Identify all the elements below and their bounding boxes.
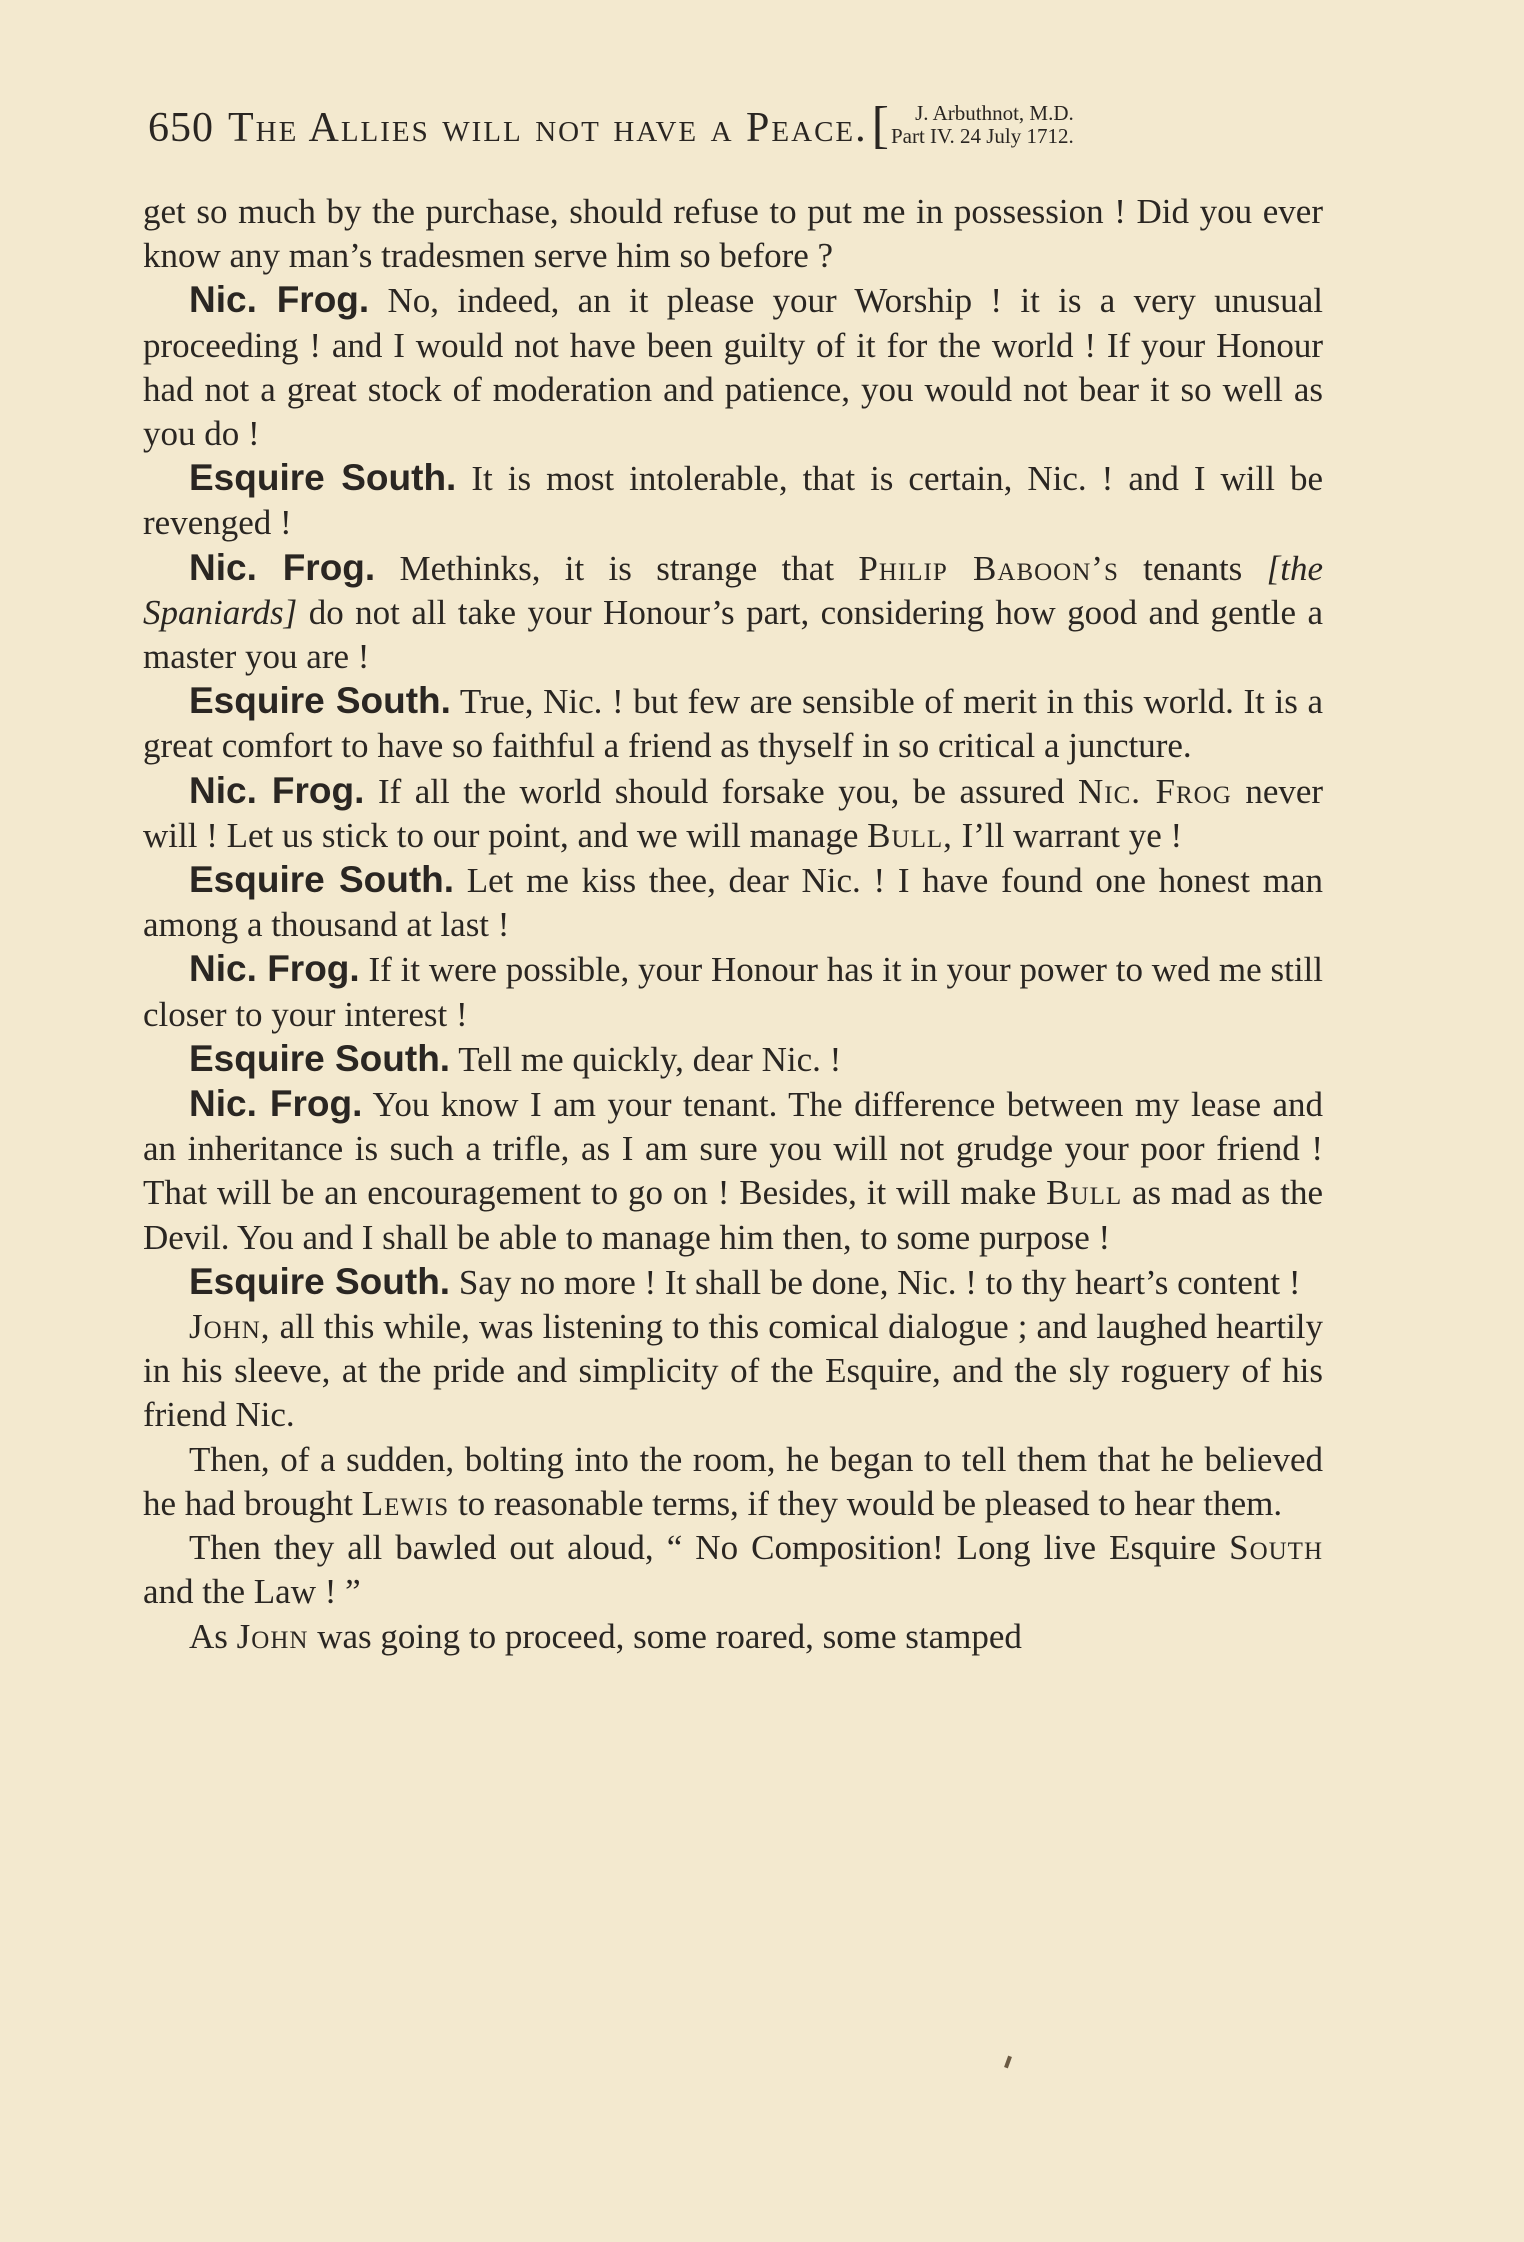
header-part-date: Part IV. 24 July 1712. bbox=[890, 124, 1074, 148]
ink-speck bbox=[1004, 2056, 1012, 2069]
small-caps-name: Bull, bbox=[867, 815, 953, 855]
paragraph-8 bbox=[143, 947, 1323, 1036]
paragraph-text: If it were possible, your Honour has it in your power to wed me still closer to your interest ! bbox=[143, 950, 1323, 1034]
running-title: The Allies will not have a Peace. bbox=[228, 105, 868, 151]
speaker-name: Esquire South. bbox=[189, 680, 451, 722]
paragraph-9 bbox=[143, 1037, 1323, 1082]
speaker-name: Esquire South. bbox=[189, 859, 455, 901]
header-side-note bbox=[891, 102, 1074, 148]
speaker-name: Nic. Frog. bbox=[189, 546, 376, 588]
small-caps-name: Nic. Frog bbox=[1077, 771, 1232, 811]
paragraph-text: It is most intolerable, that is certain, Nic. ! and I will be revenged ! bbox=[143, 459, 1324, 543]
paragraph-14 bbox=[143, 1526, 1323, 1614]
paragraph-6 bbox=[143, 769, 1323, 858]
paragraph-text: Then they all bawled out aloud, “ No Composition! Long live Esquire bbox=[189, 1528, 1217, 1568]
speaker-name: Esquire South. bbox=[189, 1260, 451, 1302]
paragraph-1 bbox=[143, 190, 1323, 278]
paragraph-text: True, Nic. ! but few are sensible of merit in this world. It is a great comfort to have so faithful a friend as thyself in so critical a juncture. bbox=[143, 682, 1323, 766]
paragraph-text: get so much by the purchase, should refuse to put me in possession ! Did you ever know any man’s tradesmen serve him so before ? bbox=[143, 192, 1323, 276]
paragraph-text: Then, of a sudden, bolting into the room, he began to tell them that he believed he had brought bbox=[143, 1439, 1323, 1523]
small-caps-name: John bbox=[236, 1616, 309, 1656]
speaker-name: Nic. Frog. bbox=[189, 1083, 363, 1125]
running-header bbox=[148, 92, 1328, 152]
paragraph-13 bbox=[143, 1438, 1323, 1526]
speaker-name: Nic. Frog. bbox=[189, 948, 360, 990]
small-caps-name: Philip Baboon’s bbox=[858, 548, 1119, 588]
paragraph-text: was going to proceed, some roared, some stamped bbox=[317, 1616, 1022, 1656]
speaker-name: Nic. Frog. bbox=[189, 769, 365, 811]
paragraph-text: You know I am your tenant. The difference between my lease and an inheritance is such a trifle, as I am sure you will not grudge your poor friend ! That will be an encouragement to go on ! Besides, it will make bbox=[143, 1085, 1323, 1213]
small-caps-name: Lewis bbox=[361, 1483, 450, 1523]
paragraph-text: Methinks, it is strange that bbox=[399, 548, 835, 588]
paragraph-3 bbox=[143, 456, 1323, 545]
paragraph-text: Let me kiss thee, dear Nic. ! I have found one honest man among a thousand at last ! bbox=[143, 861, 1324, 945]
paragraph-11 bbox=[143, 1260, 1323, 1305]
paragraph-text: Say no more ! It shall be done, Nic. ! to thy heart’s content ! bbox=[458, 1262, 1301, 1302]
paragraph-5 bbox=[143, 679, 1323, 768]
paragraph-text: all this while, was listening to this comical dialogue ; and laughed heartily in his sleeve, at the pride and simplicity of the Esquire, and the sly roguery of his friend Nic. bbox=[143, 1307, 1323, 1435]
paragraph-text: I’ll warrant ye ! bbox=[961, 815, 1183, 855]
paragraph-text: do not all take your Honour’s part, considering how good and gentle a master you are ! bbox=[143, 592, 1323, 677]
paragraph-text: If all the world should forsake you, be assured bbox=[377, 771, 1065, 811]
paragraph-text: never will ! Let us stick to our point, and we will manage bbox=[143, 771, 1324, 855]
speaker-name: Nic. Frog. bbox=[189, 279, 370, 321]
speaker-name: Esquire South. bbox=[189, 457, 457, 499]
paragraph-text: As bbox=[189, 1616, 228, 1656]
paragraph-text: as mad as the Devil. You and I shall be able to manage him then, to some purpose ! bbox=[143, 1173, 1324, 1257]
small-caps-name: South bbox=[1229, 1528, 1324, 1568]
paragraph-text: Tell me quickly, dear Nic. ! bbox=[458, 1039, 842, 1079]
paragraph-12 bbox=[143, 1305, 1323, 1438]
paragraph-4 bbox=[143, 546, 1323, 680]
page-body bbox=[143, 190, 1323, 1659]
paragraph-text: to reasonable terms, if they would be pleased to hear them. bbox=[457, 1483, 1283, 1523]
header-bracket: [ bbox=[871, 97, 889, 154]
paragraph-7 bbox=[143, 858, 1323, 947]
small-caps-name: John, bbox=[189, 1307, 271, 1347]
italic-gloss: [the Spaniards] bbox=[143, 548, 1323, 632]
paragraph-10 bbox=[143, 1082, 1323, 1260]
speaker-name: Esquire South. bbox=[189, 1037, 451, 1079]
page-number: 650 bbox=[148, 105, 214, 151]
paragraph-2 bbox=[143, 278, 1323, 456]
paragraph-15 bbox=[143, 1615, 1323, 1659]
paragraph-text: and the Law ! ” bbox=[143, 1572, 361, 1612]
paragraph-text: tenants bbox=[1143, 548, 1243, 588]
small-caps-name: Bull bbox=[1046, 1173, 1123, 1213]
header-author: J. Arbuthnot, M.D. bbox=[915, 101, 1074, 125]
paragraph-text: No, indeed, an it please your Worship ! it is a very unusual proceeding ! and I would not have been guilty of it for the world ! If your Honour had not a great stock of moderation and patience, you would not bear it so well as you do ! bbox=[143, 281, 1324, 454]
